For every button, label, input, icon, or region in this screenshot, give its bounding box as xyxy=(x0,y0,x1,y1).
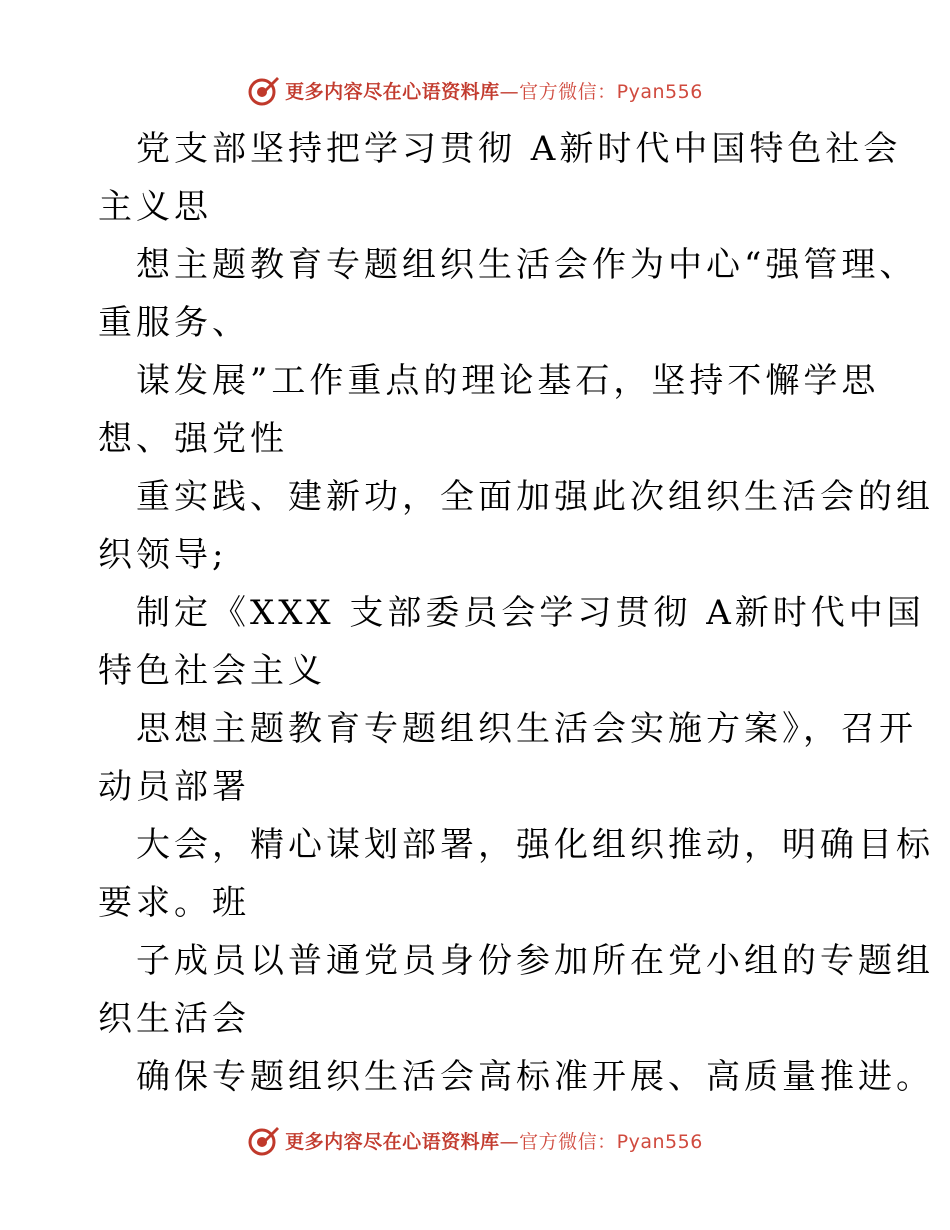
paragraph xyxy=(0,700,950,816)
paragraph-line: 动员部署 xyxy=(98,767,250,807)
paragraph-line: 制定《XXX 支部委员会学习贯彻 A新时代中国 xyxy=(136,593,925,633)
paragraph-line: 子成员以普通党员身份参加所在党小组的专题组 xyxy=(136,941,934,981)
paragraph-line: 谋发展”工作重点的理论基石，坚持不懈学思 xyxy=(136,361,880,401)
paragraph xyxy=(0,816,950,932)
watermark-text: 更多内容尽在心语资料库—官方微信：Pyan556 xyxy=(285,80,703,103)
paragraph xyxy=(0,1048,950,1106)
footer-watermark xyxy=(0,1120,950,1160)
paragraph-line: 确保专题组织生活会高标准开展、高质量推进。 xyxy=(136,1057,934,1097)
paragraph-line: 重服务、 xyxy=(98,303,250,343)
paragraph-line: 织生活会 xyxy=(98,999,250,1039)
paragraph-line: 大会，精心谋划部署，强化组织推动，明确目标 xyxy=(136,825,934,865)
paragraph xyxy=(0,584,950,700)
watermark-text: 更多内容尽在心语资料库—官方微信：Pyan556 xyxy=(285,1130,703,1153)
paragraph-line: 织领导; xyxy=(98,535,228,575)
paragraph-line: 特色社会主义 xyxy=(98,651,326,691)
paragraph xyxy=(0,468,950,584)
document-body xyxy=(0,120,950,1106)
paragraph-line: 想主题教育专题组织生活会作为中心“强管理、 xyxy=(136,245,918,285)
paragraph-line: 党支部坚持把学习贯彻 A新时代中国特色社会 xyxy=(136,129,902,169)
paragraph xyxy=(0,932,950,1048)
paragraph-line: 思想主题教育专题组织生活会实施方案》，召开 xyxy=(136,709,917,749)
paragraph xyxy=(0,236,950,352)
header-watermark xyxy=(0,70,950,110)
pen-logo-icon xyxy=(247,73,281,107)
paragraph-line: 重实践、建新功，全面加强此次组织生活会的组 xyxy=(136,477,934,517)
pen-logo-icon xyxy=(247,1123,281,1157)
paragraph-line: 主义思 xyxy=(98,187,212,227)
paragraph xyxy=(0,352,950,468)
paragraph xyxy=(0,120,950,236)
paragraph-line: 想、强党性 xyxy=(98,419,288,459)
paragraph-line: 要求。班 xyxy=(98,883,250,923)
